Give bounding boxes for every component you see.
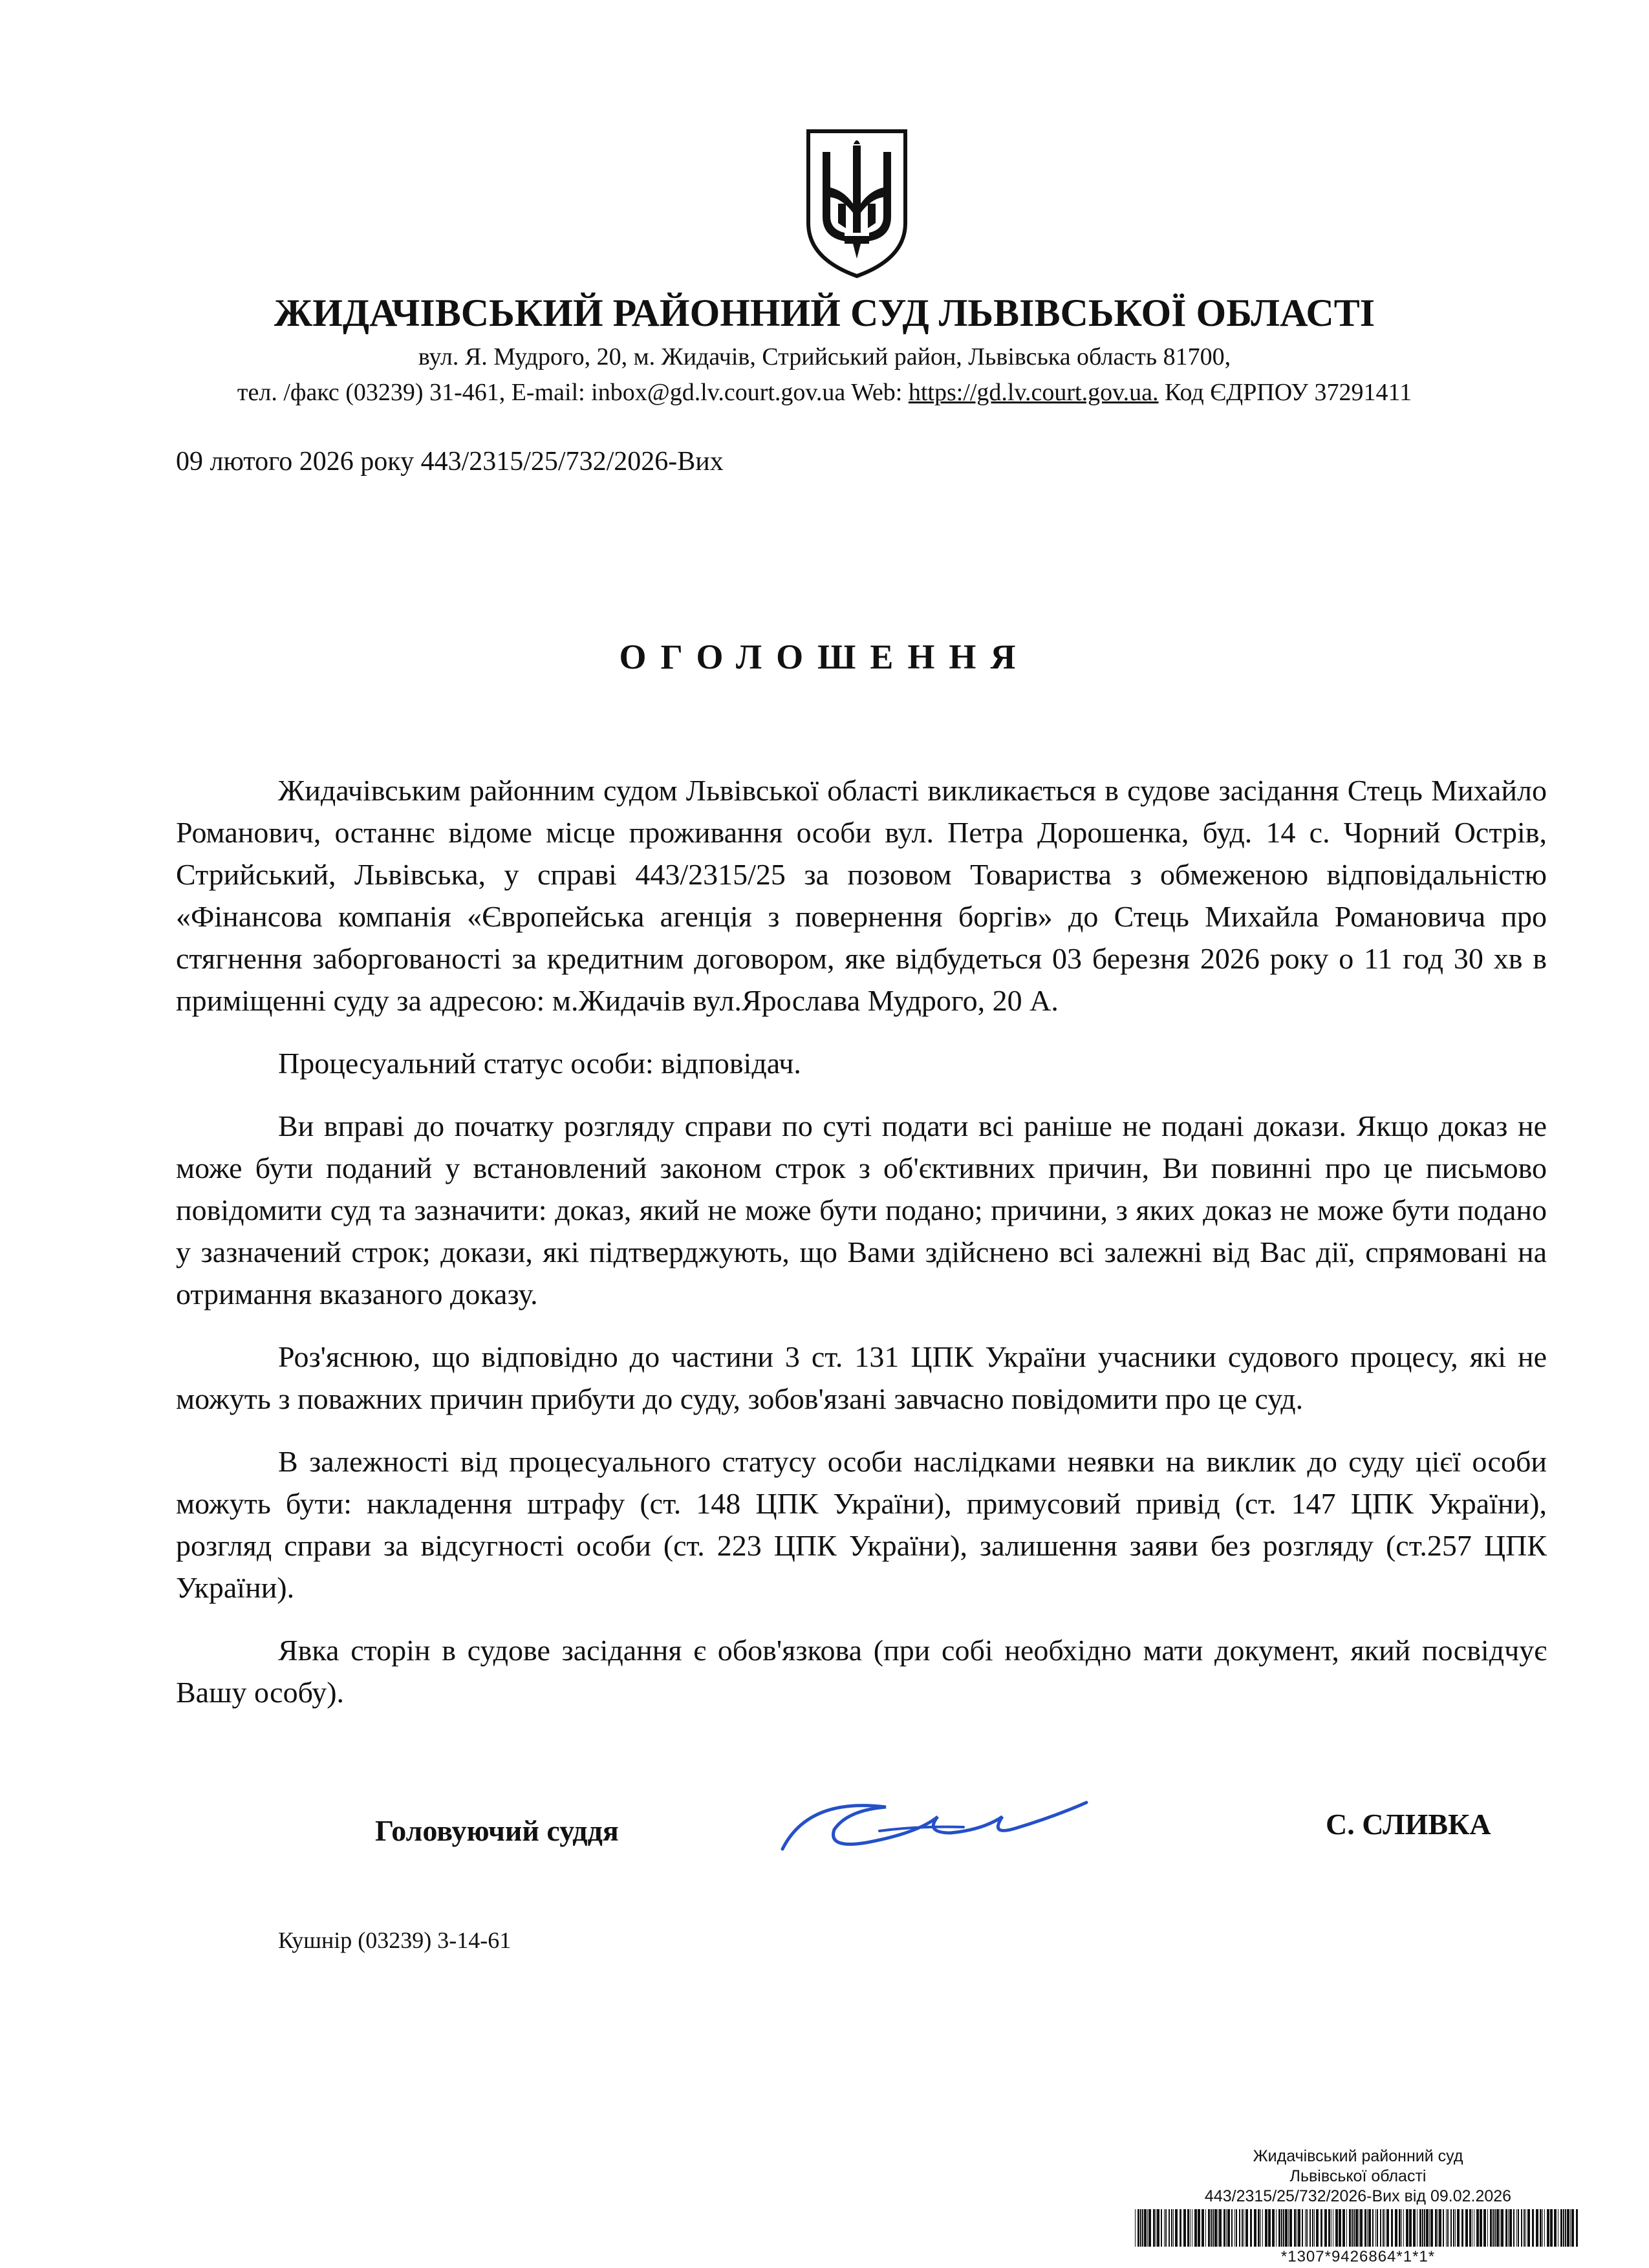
court-address: вул. Я. Мудрого, 20, м. Жидачів, Стрийський район, Львівська область 81700, — [418, 343, 1231, 370]
edrpou-code: Код ЄДРПОУ 37291411 — [1158, 379, 1412, 406]
handwritten-signature — [770, 1771, 1093, 1875]
paragraph-consequences: В залежності від процесуального статусу особи наслідками неявки на виклик до суду цієї особи можуть бути: накладення штрафу (ст. 148 ЦПК України), примусовий привід (ст. 147 ЦПК України), розгляд справи за відсугності особи (ст. 223 ЦПК України), залишення заяви без розгляду (ст.257 ЦПК України). — [176, 1445, 1547, 1604]
contacts-phone-email: тел. /факс (03239) 31-461, E-mail: inbox@gd.lv.court.gov.ua Web: — [237, 379, 909, 406]
stamp-court-name: Жидачівський районний суд — [1253, 2147, 1463, 2165]
outgoing-date-number: 09 лютого 2026 року 443/2315/25/732/2026-Вих — [176, 447, 724, 476]
barcode-number: *1307*9426864*1*1* — [1280, 2248, 1436, 2265]
paragraph-notice-obligation: Роз'яснюю, що відповідно до частини 3 ст. 131 ЦПК України учасники судового процесу, які не можуть з поважних причин прибути до суду, зобов'язані завчасно повідомити про це суд. — [176, 1340, 1547, 1415]
court-name: ЖИДАЧІВСЬКИЙ РАЙОННИЙ СУД ЛЬВІВСЬКОЇ ОБЛАСТІ — [274, 292, 1375, 334]
judge-name: С. СЛИВКА — [1326, 1808, 1491, 1841]
signer-position: Головуючий суддя — [375, 1814, 619, 1847]
court-contacts — [0, 378, 1649, 407]
barcode-icon — [1135, 2209, 1581, 2247]
paragraph-summons: Жидачівським районним судом Львівської області викликається в судове засідання Стець Михайло Романович, останнє відоме місце проживання особи вул. Петра Дорошенка, буд. 14 с. Чорний Острів, Стрийський, Львівська, у справі 443/2315/25 за позовом Товариства з обмеженою відповідальністю «Фінансова компанія «Європейська агенція з повернення боргів» до Стець Михайла Романовича про стягнення заборгованості за кредитним договором, яке відбудеться 03 березня 2026 року о 11 год 30 хв в приміщенні суду за адресою: м.Жидачів вул.Ярослава Мудрого, 20 А. — [176, 774, 1547, 1017]
stamp-region: Львівської області — [1289, 2167, 1427, 2185]
stamp-reg-number: 443/2315/25/732/2026-Вих від 09.02.2026 — [1204, 2187, 1512, 2205]
website-link[interactable]: https://gd.lv.court.gov.ua. — [908, 379, 1159, 406]
coat-of-arms-trident-icon — [802, 126, 912, 280]
executor-contact: Кушнір (03239) 3-14-61 — [278, 1927, 512, 1953]
registration-stamp — [1125, 2146, 1591, 2267]
announcement-body — [176, 769, 1547, 1734]
paragraph-status: Процесуальний статус особи: відповідач. — [278, 1047, 801, 1080]
paragraph-attendance: Явка сторін в судове засідання є обов'язкова (при собі необхідно мати документ, який посвідчує Вашу особу). — [176, 1634, 1547, 1709]
paragraph-evidence: Ви вправі до початку розгляду справи по суті подати всі раніше не подані докази. Якщо доказ не може бути поданий у встановлений законом строк з об'єктивних причин, Ви повинні про це письмово повідомити суд та зазначити: доказ, який не може бути подано; причини, з яких доказ не може бути подано у зазначений строк; докази, які підтверджують, що Вами здійснено всі залежні від Вас дії, спрямовані на отримання вказаного доказу. — [176, 1109, 1547, 1311]
document-title: ОГОЛОШЕННЯ — [619, 637, 1030, 676]
